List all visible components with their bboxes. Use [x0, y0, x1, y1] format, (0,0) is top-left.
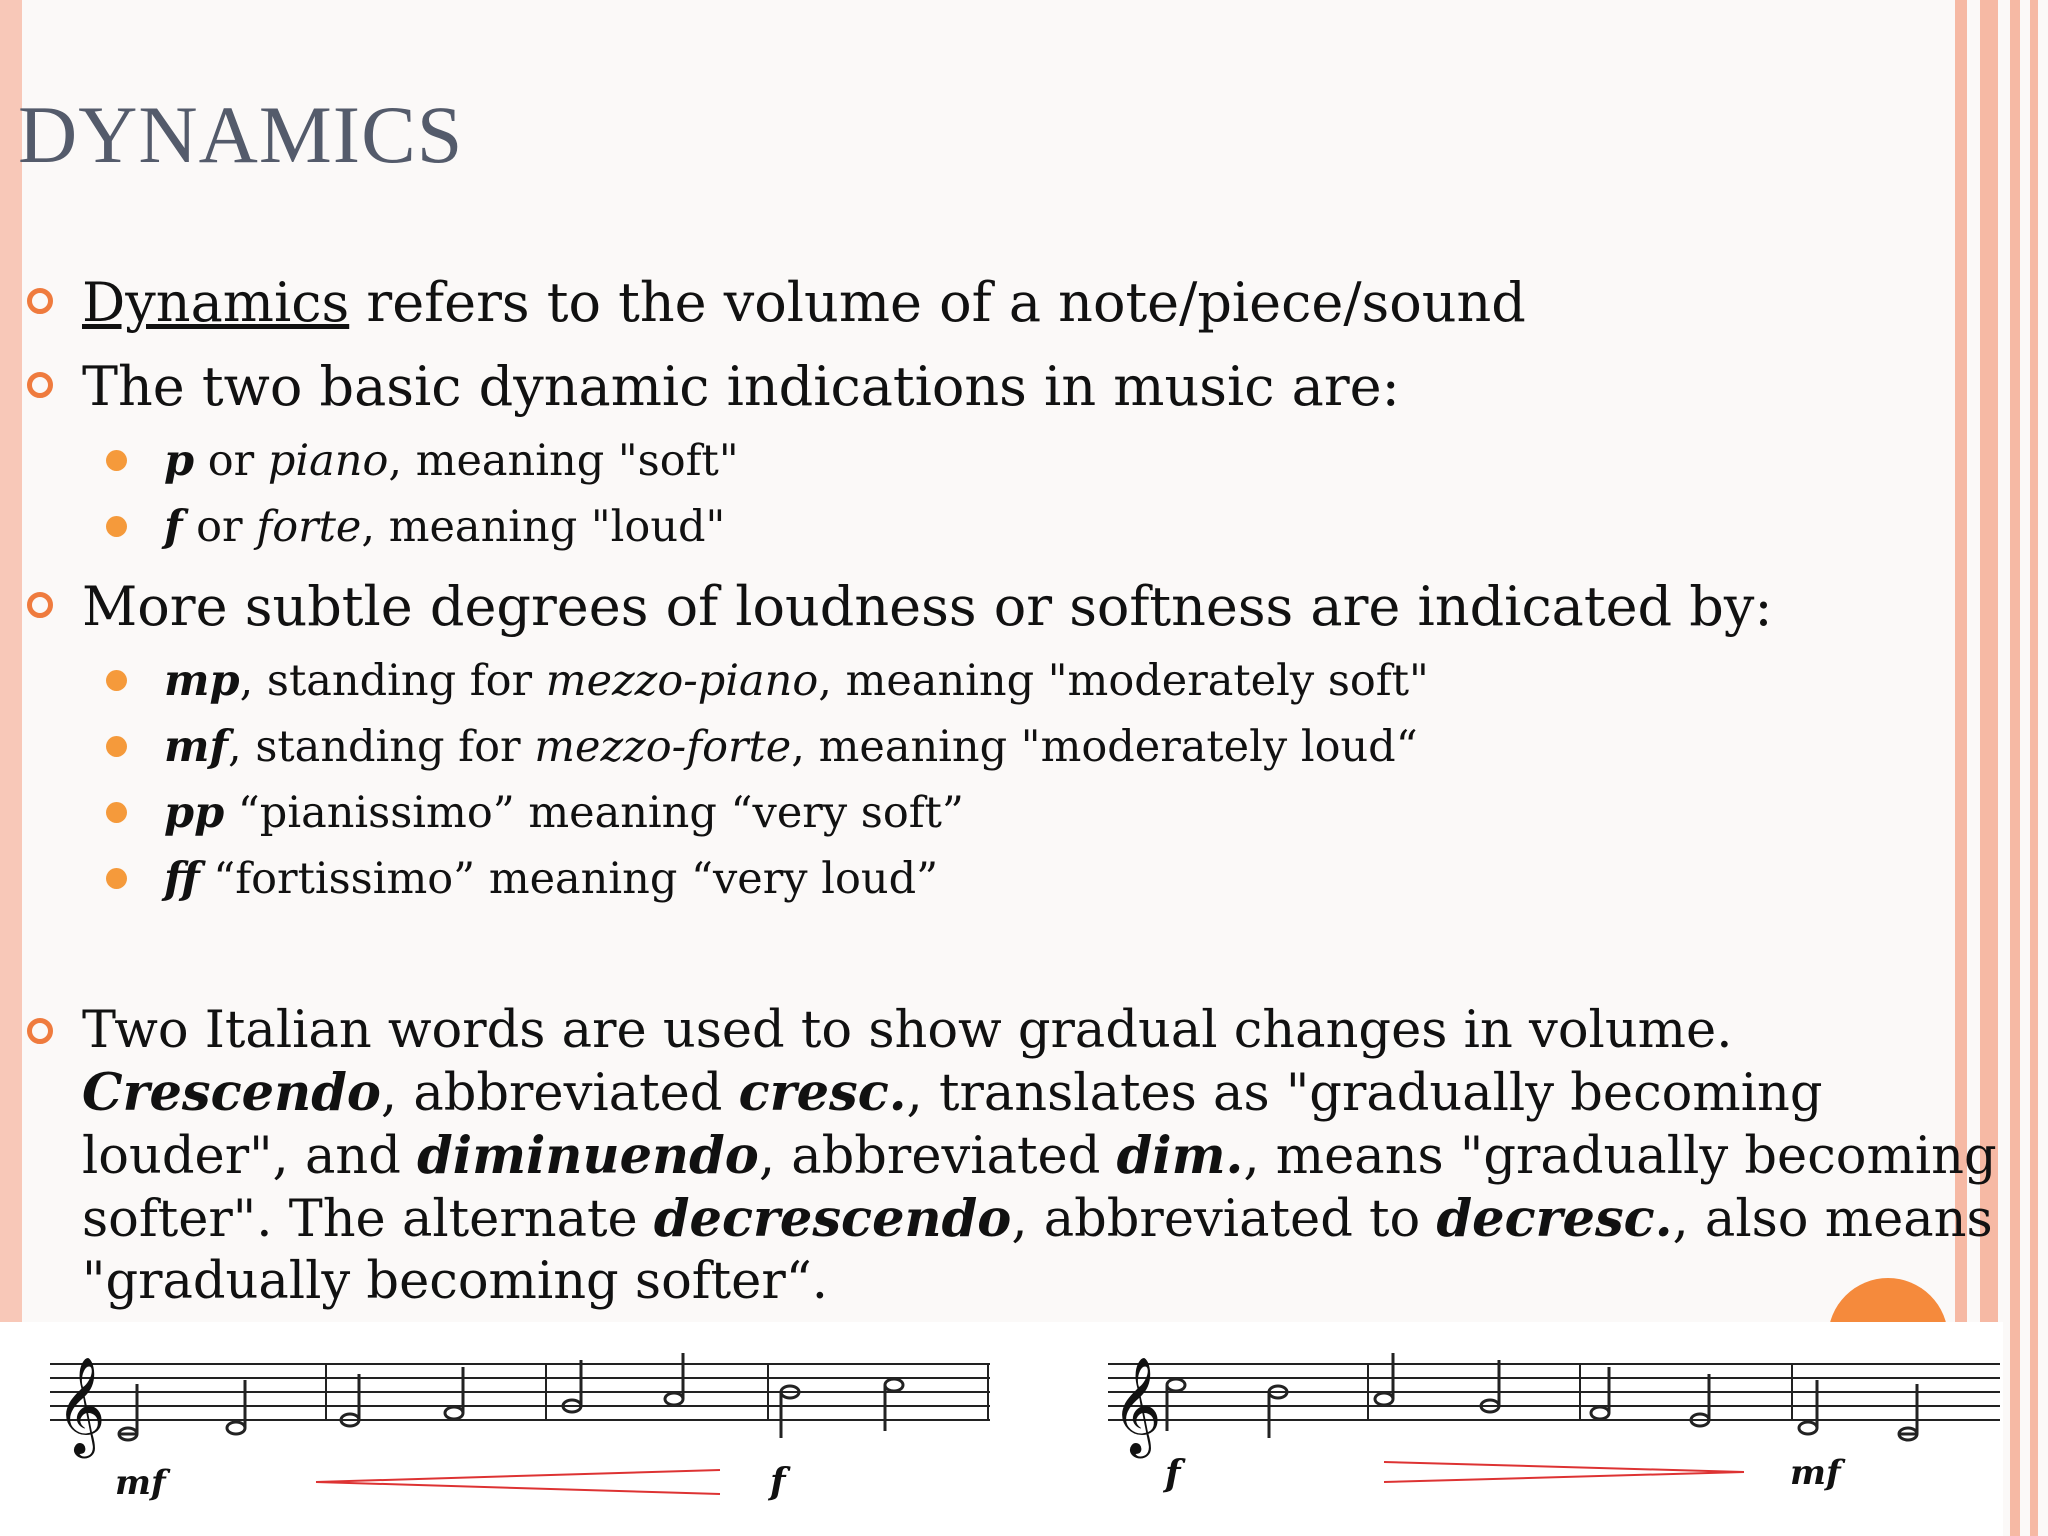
list-item-mezzo-forte [0, 718, 2010, 776]
dynamic-symbol: pp [164, 788, 225, 838]
term-cresc: cresc. [738, 1063, 907, 1123]
crescendo-staff [50, 1364, 990, 1420]
dynamic-symbol: p [164, 436, 195, 486]
treble-clef-icon: 𝄞 [1112, 1356, 1162, 1454]
decorative-stripe [2030, 0, 2038, 1536]
bullet-text: refers to the volume of a note/piece/sound [349, 271, 1526, 334]
italian-term: mezzo-forte [534, 722, 792, 772]
italian-term: piano [267, 436, 389, 486]
list-item-forte [0, 498, 2010, 556]
text-run: , also means "gradually becoming softer“. [82, 1190, 1993, 1311]
bullet-basic-indications: The two basic dynamic indications in music are: [0, 354, 2010, 420]
list-item-fortissimo [0, 850, 2010, 908]
text-run: , means "gradually becoming softer". The alternate [82, 1127, 1997, 1249]
list-item-pianissimo [0, 784, 2010, 842]
bullet-subtle-degrees: More subtle degrees of loudness or softness are indicated by: [0, 574, 2010, 640]
meaning-text: “pianissimo” meaning “very soft” [224, 788, 964, 838]
start-dynamic-f: f [1165, 1453, 1181, 1495]
term-crescendo: Crescendo [82, 1063, 381, 1123]
italian-term: forte [256, 502, 362, 552]
end-dynamic-f: f [770, 1461, 786, 1503]
term-dim: dim. [1116, 1126, 1244, 1186]
subtle-dynamics-list [0, 652, 2010, 908]
connector-text: , standing for [228, 722, 535, 772]
bullet-gradual-changes [0, 1000, 2010, 1313]
meaning-text: , meaning "moderately loud“ [791, 722, 1418, 772]
start-dynamic-mf: mf [115, 1463, 166, 1503]
treble-clef-icon: 𝄞 [56, 1356, 106, 1454]
list-item-mezzo-piano [0, 652, 2010, 710]
music-notation-examples [0, 1322, 2003, 1536]
text-run: , abbreviated [380, 1064, 739, 1123]
term-dynamics: Dynamics [82, 271, 350, 334]
basic-dynamics-list [0, 432, 2010, 556]
connector-text: or [182, 502, 257, 552]
decrescendo-hairpin [1384, 1462, 1744, 1482]
dynamic-symbol: ff [164, 854, 200, 904]
dynamic-symbol: mf [164, 722, 228, 772]
meaning-text: , meaning "moderately soft" [818, 656, 1429, 706]
text-run: , translates as "gradually becoming louder", and [82, 1064, 1823, 1186]
meaning-text: “fortissimo” meaning “very loud” [199, 854, 939, 904]
dynamic-symbol: mp [164, 656, 240, 706]
list-item-piano [0, 432, 2010, 490]
meaning-text: , meaning "loud" [361, 502, 726, 552]
connector-text: , standing for [239, 656, 546, 706]
music-staves [0, 1322, 2003, 1536]
slide-title: DYNAMICS [18, 89, 464, 180]
decrescendo-notes [1167, 1353, 1917, 1440]
meaning-text: , meaning "soft" [388, 436, 739, 486]
bullet-dynamics-definition [0, 270, 2010, 336]
dynamic-symbol: f [164, 502, 183, 552]
italian-term: mezzo-piano [545, 656, 819, 706]
term-decresc: decresc. [1436, 1189, 1673, 1249]
text-run: , abbreviated [758, 1127, 1117, 1186]
decorative-stripe [2010, 0, 2020, 1536]
connector-text: or [194, 436, 268, 486]
decrescendo-staff [1108, 1364, 2000, 1420]
gradual-changes-paragraph [0, 1000, 2010, 1331]
crescendo-hairpin [316, 1470, 720, 1494]
text-run: , abbreviated to [1011, 1190, 1437, 1249]
crescendo-notes [119, 1353, 903, 1440]
bullet-list [0, 270, 2010, 926]
end-dynamic-mf: mf [1790, 1453, 1841, 1493]
term-decrescendo: decrescendo [653, 1189, 1012, 1249]
text-run: Two Italian words are used to show gradual changes in volume. [82, 1001, 1733, 1060]
term-diminuendo: diminuendo [417, 1126, 759, 1186]
